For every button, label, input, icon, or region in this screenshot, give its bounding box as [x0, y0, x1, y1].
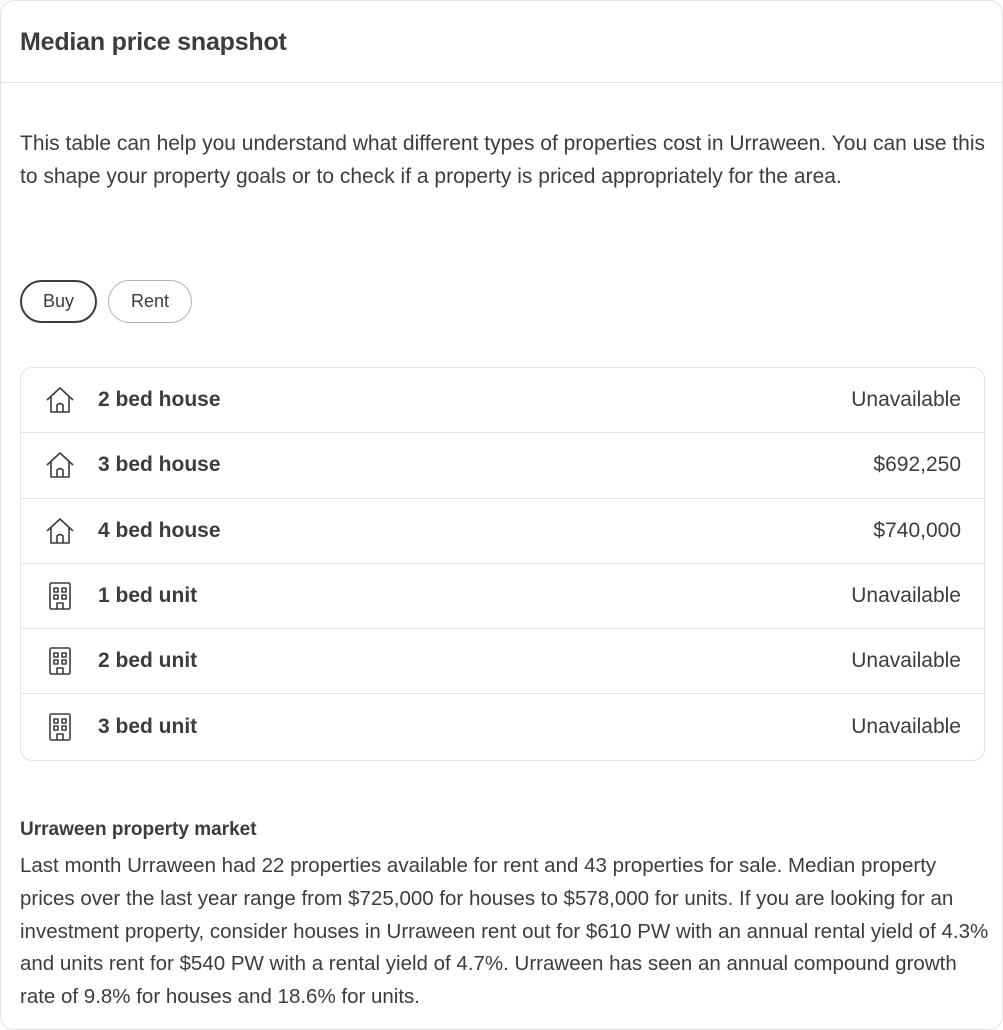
- row-label: 2 bed unit: [98, 649, 198, 673]
- price-table: [20, 367, 985, 761]
- house-icon: [45, 384, 77, 416]
- market-description: Last month Urraween had 22 properties available for rent and 43 properties for sale. Median property prices over the last year range from $725,000 for houses to $578,000 for units. If you are looking for an investment property, consider houses in Urraween rent out for $610 PW with an annual rental yield of 4.3% and units rent for $540 PW with a rental yield of 4.7%. Urraween has seen an annual compound growth rate of 9.8% for houses and 18.6% for units.: [20, 854, 989, 1009]
- row-value: Unavailable: [851, 715, 961, 739]
- table-row: [21, 694, 984, 759]
- building-icon: [45, 645, 77, 677]
- row-label: 3 bed house: [98, 453, 221, 477]
- table-row: [21, 433, 984, 498]
- building-icon: [45, 580, 77, 612]
- market-title: Urraween property market: [20, 819, 257, 840]
- card-header: [1, 1, 1002, 83]
- buy-button[interactable]: Buy: [20, 280, 97, 323]
- table-row: [21, 629, 984, 694]
- rent-button[interactable]: Rent: [108, 280, 192, 323]
- row-value: $692,250: [873, 453, 961, 477]
- row-label: 4 bed house: [98, 518, 221, 542]
- building-icon: [45, 711, 77, 743]
- page-title: Median price snapshot: [20, 27, 287, 56]
- row-label: 2 bed house: [98, 388, 221, 412]
- row-value: Unavailable: [851, 388, 961, 412]
- table-row: [21, 564, 984, 629]
- row-value: Unavailable: [851, 649, 961, 673]
- market-section: [20, 819, 990, 1014]
- table-row: [21, 499, 984, 564]
- row-value: Unavailable: [851, 584, 961, 608]
- intro-text: This table can help you understand what different types of properties cost in Urraween. You can use this to shape your property goals or to check if a property is priced appropriately for the area.: [20, 132, 986, 188]
- row-label: 1 bed unit: [98, 584, 198, 608]
- table-row: [21, 368, 984, 433]
- house-icon: [45, 449, 77, 481]
- buy-rent-toggle: [20, 280, 192, 323]
- row-value: $740,000: [873, 518, 961, 542]
- house-icon: [45, 515, 77, 547]
- row-label: 3 bed unit: [98, 715, 198, 739]
